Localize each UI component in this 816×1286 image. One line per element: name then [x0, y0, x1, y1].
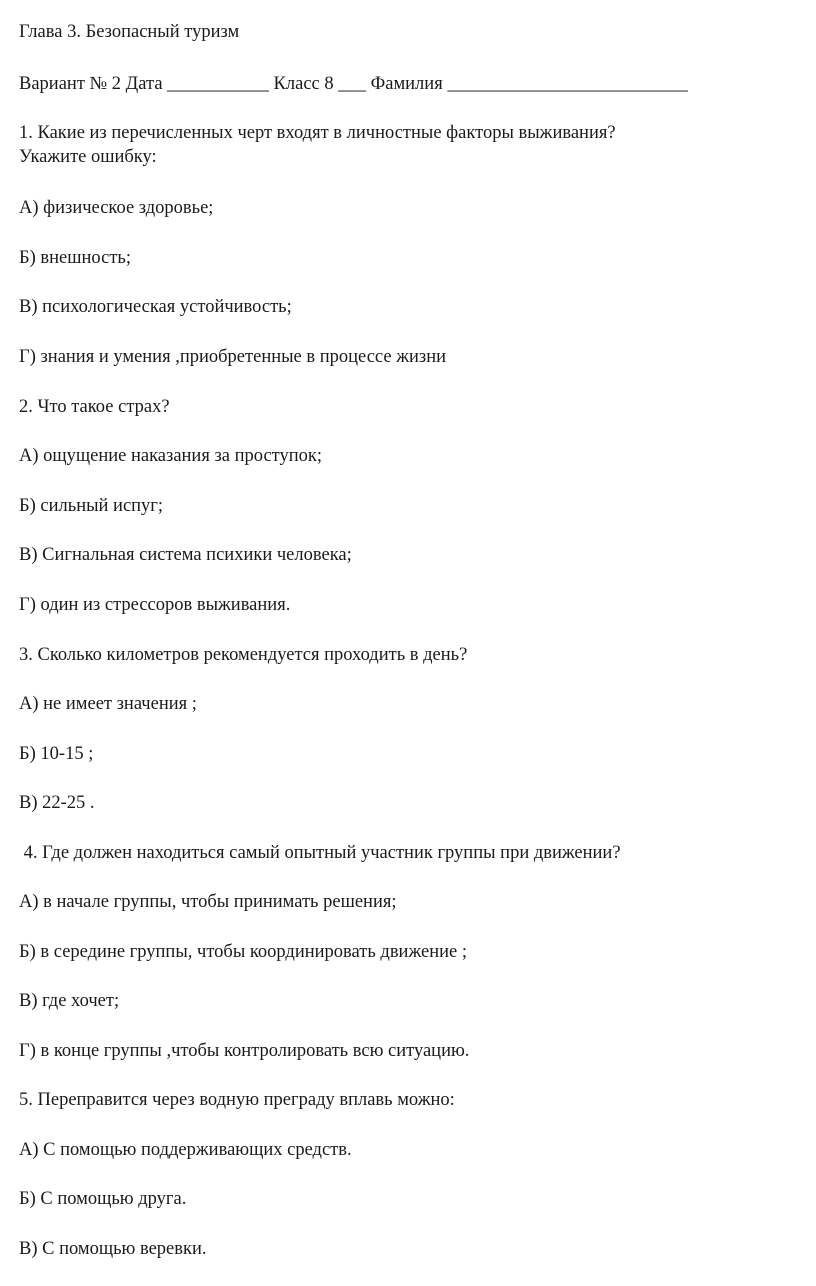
- answer-option: А) ощущение наказания за проступок;: [19, 446, 323, 466]
- answer-option: В) психологическая устойчивость;: [19, 297, 292, 317]
- answer-option: Б) внешность;: [19, 248, 131, 268]
- answer-option: Г) знания и умения ,приобретенные в процессе жизни: [19, 347, 446, 367]
- answer-option: Б) сильный испуг;: [19, 496, 164, 516]
- answer-option: Б) С помощью друга.: [19, 1189, 187, 1209]
- answer-option: В) 22-25 .: [19, 793, 95, 813]
- answer-option: А) в начале группы, чтобы принимать решения;: [19, 892, 397, 912]
- answer-option: Г) один из стрессоров выживания.: [19, 595, 291, 615]
- question-text: 1. Какие из перечисленных черт входят в личностные факторы выживания?: [19, 123, 616, 143]
- question-text: 5. Переправится через водную преграду вплавь можно:: [19, 1090, 455, 1110]
- answer-option: В) Сигнальная система психики человека;: [19, 545, 352, 565]
- answer-option: А) С помощью поддерживающих средств.: [19, 1140, 352, 1160]
- answer-option: Б) в середине группы, чтобы координировать движение ;: [19, 942, 467, 962]
- variant-line: Вариант № 2 Дата ___________ Класс 8 ___ Фамилия __________________________: [19, 74, 688, 94]
- answer-option: Б) 10-15 ;: [19, 744, 94, 764]
- answer-option: В) С помощью веревки.: [19, 1239, 207, 1259]
- answer-option: А) физическое здоровье;: [19, 198, 214, 218]
- question-text: 2. Что такое страх?: [19, 397, 170, 417]
- question-text-continued: Укажите ошибку:: [19, 147, 157, 167]
- chapter-heading: Глава 3. Безопасный туризм: [19, 22, 240, 42]
- question-text: 4. Где должен находиться самый опытный участник группы при движении?: [19, 843, 621, 863]
- answer-option: В) где хочет;: [19, 991, 120, 1011]
- answer-option: Г) в конце группы ,чтобы контролировать всю ситуацию.: [19, 1041, 470, 1061]
- answer-option: А) не имеет значения ;: [19, 694, 197, 714]
- question-text: 3. Сколько километров рекомендуется проходить в день?: [19, 645, 468, 665]
